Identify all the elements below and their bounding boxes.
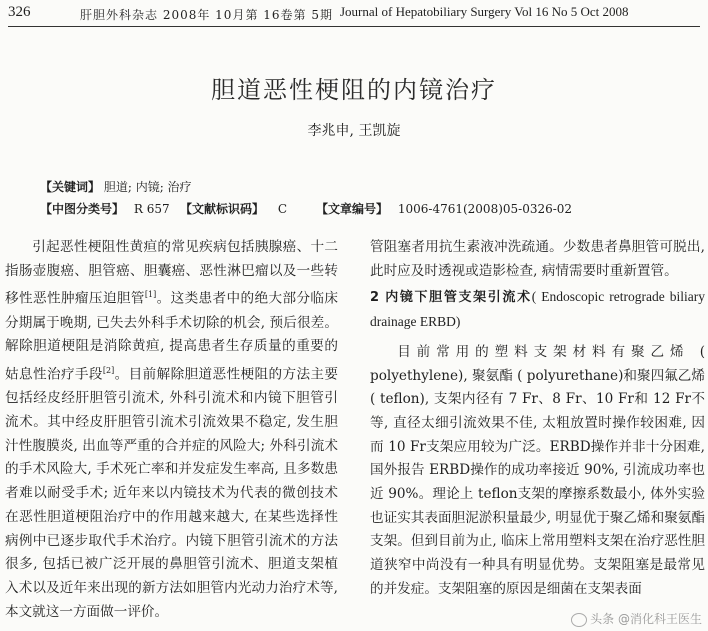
citation-1: [1] [144,290,157,300]
left-column [5,236,338,624]
doc-code-value: C [277,202,288,216]
running-header [8,4,700,26]
clc-value: R 657 [133,202,170,216]
clc-label: 【中图分类号】 [40,202,125,216]
intro-text-3: 。目前解除胆道恶性梗阻的方法主要包括经皮经肝胆管引流术, 外科引流术和内镜下胆管引流术。其中经皮肝胆管引流术引流效果不稳定, 发生胆汁性腹膜炎, 出血等严重的合并症的风险大; 外科引流术的手术风险大, 手术死亡率和并发症发生率高, 且多数患者难以耐受手术; 近年来以内镜技术为代表的微创技术在恶性胆道梗阻治疗中的作用越来越大, 在某些选择性病例中已逐步取代手术治疗。内镜下胆管引流术的方法很多, 包括已被广泛开展的鼻胆管引流术、胆道支架植入术以及近年来出现的新方法如胆管内光动力治疗术等, 本文就这一方面做一评价。 [5,366,339,620]
right-paragraph-1: 管阻塞者用抗生素液冲洗疏通。少数患者鼻胆管可脱出, 此时应及时透视或造影检查, 病情需要时重新置管。 [370,239,705,279]
intro-text-1: 引起恶性梗阻性黄疸的常见疾病包括胰腺癌、十二指肠壶腹癌、胆管癌、胆囊癌、恶性淋巴瘤以及一些转移性恶性肿瘤压迫胆管 [5,239,338,307]
section-2-title: 2 内镜下胆管支架引流术 [370,290,532,306]
right-column [370,236,705,602]
section-2-title-en: ( Endoscopic retrograde biliary drainage ERBD) [370,289,705,330]
article-authors: 李兆申, 王凯旋 [307,123,401,139]
intro-paragraph [5,236,338,624]
page-number: 326 [8,4,31,20]
journal-name-en: Journal of Hepatobiliary Surgery Vol 16 No 5 Oct 2008 [340,4,629,19]
keywords-label: 【关键词】 [40,180,101,194]
watermark [571,610,702,627]
watermark-text: 头条 @消化科王医生 [590,612,702,626]
intro-text-2: 。这类患者中的绝大部分临床分期属于晚期, 已失去外科手术切除的机会, 预后很差。解除胆道梗阻是消除黄疸, 提高患者生存质量的重要的姑息性治疗手段 [5,290,339,383]
watermark-logo-icon [571,613,587,627]
keywords: 胆道; 内镜; 治疗 [103,180,192,194]
article-title: 胆道恶性梗阻的内镜治疗 [211,76,497,104]
citation-2: [2] [102,366,115,376]
header-rule [8,26,700,27]
keywords-line [40,178,192,195]
doc-code-label: 【文献标识码】 [180,202,265,216]
journal-name-cn: 肝胆外科杂志 2008年 10月第 16卷第 5期 [80,8,333,22]
right-paragraph-2: 目前常用的塑料支架材料有聚乙烯 ( polyethylene), 聚氨酯 ( polyurethane)和聚四氟乙烯 ( teflon), 支架内径有 7 Fr、8 Fr、10 Fr和 12 Fr不等, 直径太细引流效果不佳, 太粗放置时操作较困难, 因而 10 Fr支架应用较为广泛。ERBD操作并非十分困难, 国外报告 ERBD操作的成功率接近 90%, 引流成功率也近 90%。理论上 teflon支架的摩擦系数最小, 体外实验也证实其表面胆泥淤积量最少, 明显优于聚乙烯和聚氨酯支架。但到目前为止, 临床上常用塑料支架在治疗恶性胆道狭窄中尚没有一种具有明显优势。支架阻塞是最常见的并发症。支架阻塞的原因是细菌在支架表面 [370,343,705,597]
article-no-value: 1006-4761(2008)05-0326-02 [397,202,573,216]
section-2-heading [370,285,705,334]
article-no-label: 【文章编号】 [316,202,389,216]
